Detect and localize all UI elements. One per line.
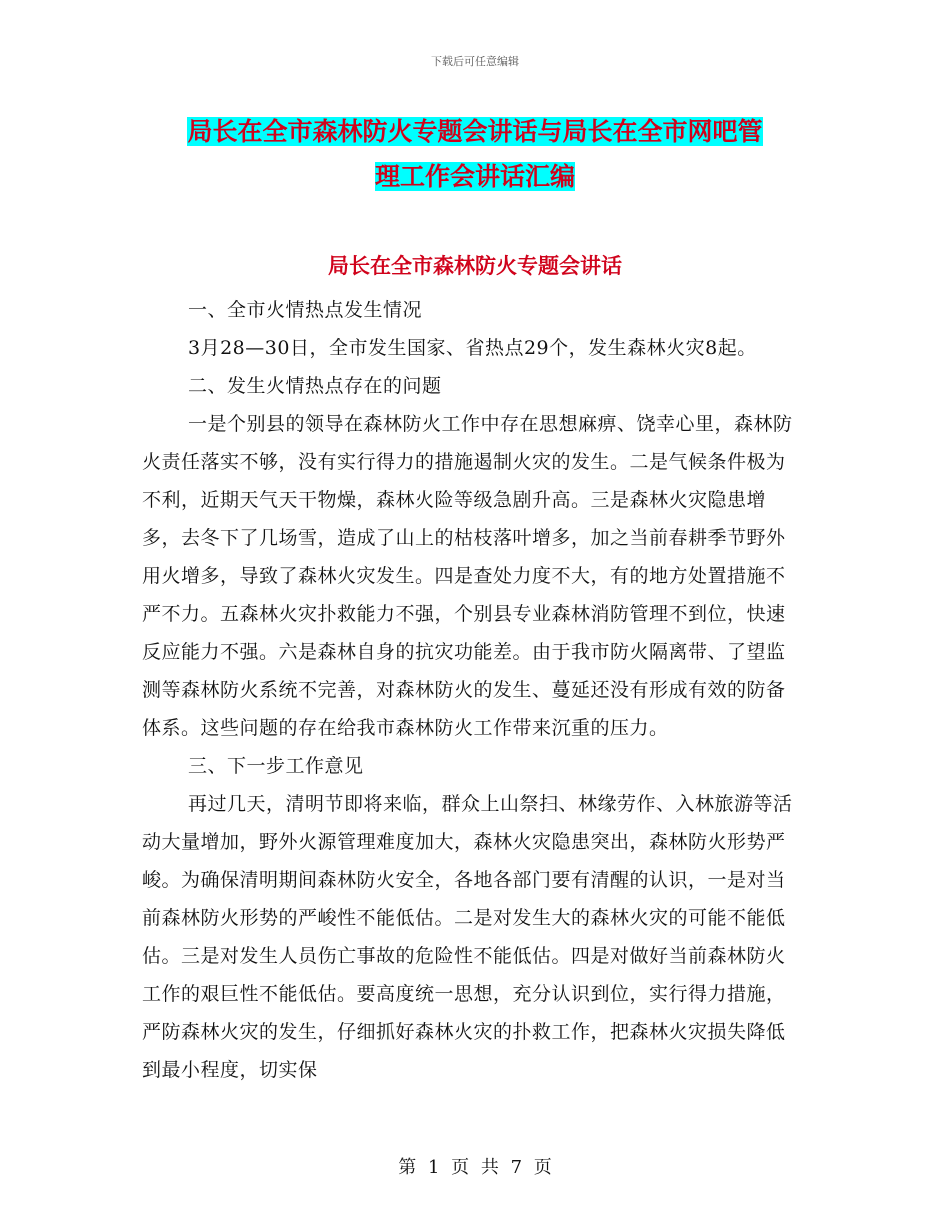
document-title-line-1-text: 局长在全市森林防火专题会讲话与局长在全市网吧管 <box>187 117 763 146</box>
heading-fire-hotspots: 一、全市火情热点发生情况 <box>188 299 423 321</box>
heading-next-steps: 三、下一步工作意见 <box>188 755 364 777</box>
paragraph-next-steps: 再过几天，清明节即将来临，群众上山祭扫、林缘劳作、入林旅游等活动大量增加，野外火源管理难度加大，森林火灾隐患突出，森林防火形势严峻。为确保清明期间森林防火安全，各地各部门要有清醒的认识，一是对当前森林防火形势的严峻性不能低估。二是对发生大的森林火灾的可能不能低估。三是对发生人员伤亡事故的危险性不能低估。四是对做好当前森林防火工作的艰巨性不能低估。要高度统一思想，充分认识到位，实行得力措施，严防森林火灾的发生，仔细抓好森林火灾的扑救工作，把森林火灾损失降低到最小程度，切实保 <box>142 793 793 1081</box>
section-title: 局长在全市森林防火专题会讲话 <box>328 254 622 278</box>
document-title-line-1 <box>0 112 950 148</box>
document-title-line-2 <box>0 157 950 193</box>
document-title-line-2-text: 理工作会讲话汇编 <box>374 162 575 191</box>
paragraph-hotspot-stats: 3月28—30日，全市发生国家、省热点29个，发生森林火灾8起。 <box>188 337 757 359</box>
header-note: 下载后可任意编辑 <box>431 55 519 68</box>
paragraph-problems: 一是个别县的领导在森林防火工作中存在思想麻痹、饶幸心里，森林防火责任落实不够，没有实行得力的措施遏制火灾的发生。二是气候条件极为不利，近期天气天干物燥，森林火险等级急剧升高。三是森林火灾隐患增多，去冬下了几场雪，造成了山上的枯枝落叶增多，加之当前春耕季节野外用火增多，导致了森林火灾发生。四是查处力度不大，有的地方处置措施不严不力。五森林火灾扑救能力不强，个别县专业森林消防管理不到位，快速反应能力不强。六是森林自身的抗灾功能差。由于我市防火隔离带、了望监测等森林防火系统不完善，对森林防火的发生、蔓延还没有形成有效的防备体系。这些问题的存在给我市森林防火工作带来沉重的压力。 <box>142 413 793 739</box>
document-body <box>142 291 802 1089</box>
heading-problems: 二、发生火情热点存在的问题 <box>188 375 442 397</box>
page-number: 第 1 页 共 7 页 <box>398 1157 552 1178</box>
